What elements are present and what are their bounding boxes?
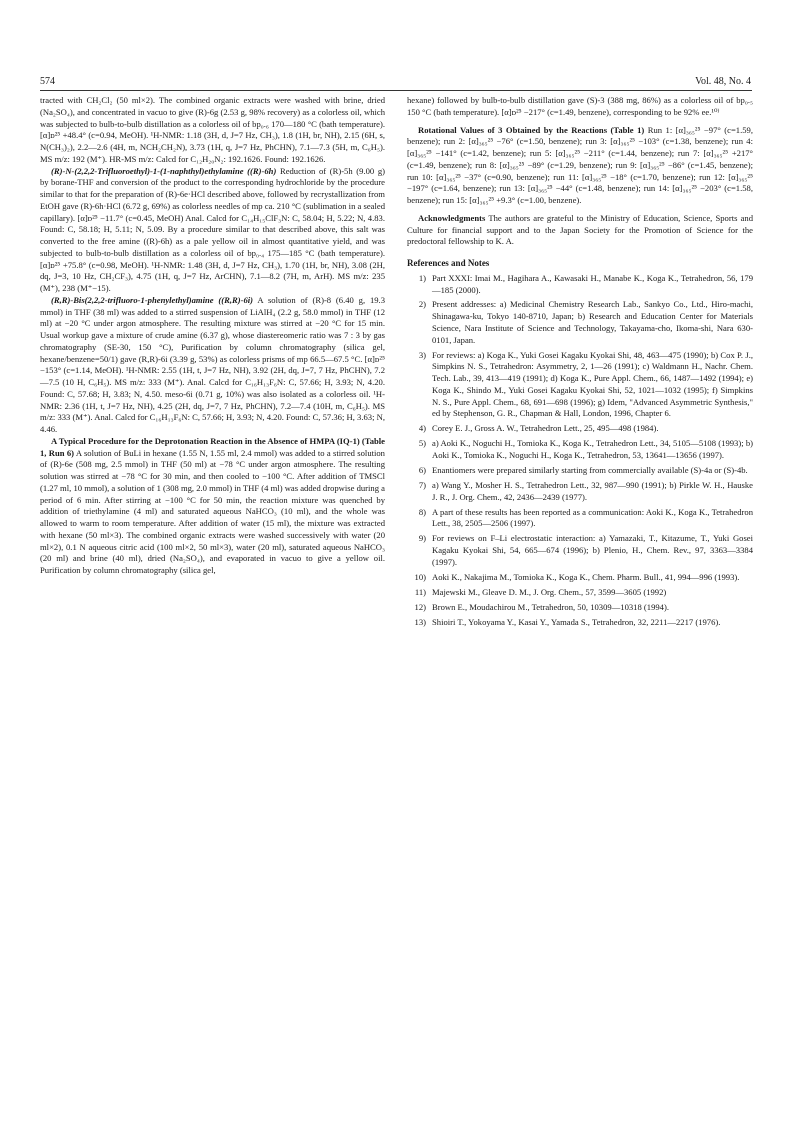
reference-item: 11) Majewski M., Gleave D. M., J. Org. Chem., 57, 3599—3605 (1992) bbox=[414, 586, 667, 597]
left-column bbox=[40, 95, 385, 577]
section-heading: A Typical Procedure for the Deprotonation Reaction in the Absence of HMPA (IQ-1) (Table 1, Run 6) bbox=[40, 435, 385, 458]
page-number: 574 bbox=[40, 76, 55, 87]
paragraph-typical-procedure: A Typical Procedure for the Deprotonation Reaction in the Absence of HMPA (IQ-1) (Table 1, Run 6) A solution of BuLi in hexane (1.55 N, 1.55 ml, 2.4 mmol) was added to a stirred solution of (R)-6e (508 mg, 2.5 mmol) in THF (50 ml) at −78 °C under argon atmosphere. The resulting solution was stirred at −78 °C for 30 min, and then cooled to −100 °C. After addition of TMSCl (1.27 ml, 10 mmol), a solution of 1 (308 mg, 2.0 mmol) in THF (4 ml) was added dropwise during a period of 6 min. After stirring at −100 °C for 50 min, the reaction mixture was quenched by addition of triethylamine (4 ml) and saturated aqueous NaHCO₃ (10 ml), and the whole was allowed to warm to room temperature. After addition of water (15 ml), the mixture was extracted with hexane (50 ml×3). The combined organic extracts were washed successively with water (20 ml×2), 0.1 N aqueous citric acid (100 ml×2, 50 ml×3), water (20 ml), saturated aqueous NaHCO₃ (20 ml) and brine (40 ml), dried (Na₂SO₄), and evaporated in vacuo to give a yellow oil. Purification by column chromatography (silica gel, bbox=[40, 435, 385, 575]
section-heading: (R)-N-(2,2,2-Trifluoroethyl)-1-(1-naphthyl)ethylamine ((R)-6h) bbox=[51, 165, 277, 176]
header-rule bbox=[40, 90, 752, 91]
reference-item: 4) Corey E. J., Gross A. W., Tetrahedron Lett., 25, 495—498 (1984). bbox=[418, 423, 659, 434]
reference-item: 5) a) Aoki K., Noguchi H., Tomioka K., Koga K., Tetrahedron Lett., 34, 5105—5108 (1993); b) Aoki K., Tomioka K., Noguchi H., Koga K., Tetrahedron, 53, 13641—13656 (1997). bbox=[418, 438, 753, 460]
reference-item: 2) Present addresses: a) Medicinal Chemistry Research Lab., Sankyo Co., Ltd., Hiro-machi, Shinagawa-ku, Tokyo 140-8710, Japan; b) Research and Education Center for Materials Science, Nara Institute of Science and Technology, Takayama-cho, Ikoma-shi, Nara 630-0101, Japan. bbox=[418, 299, 753, 345]
paragraph-rotational-values: Rotational Values of 3 Obtained by the Reactions (Table 1) Run 1: [α]₃₆₅²⁵ −97° (c=1.59, benzene); run 2: [α]₃₆₅²⁵ −76° (c=1.50, benzene); run 3: [α]₃₆₅²⁵ −103° (c=1.38, benzene); run 4: [α]₃₆₅²⁵ −141° (c=1.42, benzene); run 5: [α]₃₆₅²⁵ −211° (c=1.44, benzene); run 7: [α]₃₆₅²⁵ +217° (c=1.49, benzene); run 8: [α]₃₆₅²⁵ −89° (c=1.29, benzene); run 9: [α]₃₆₅²⁵ −86° (c=1.45, benzene); run 10: [α]₃₆₅²⁵ −37° (c=0.90, benzene); run 11: [α]₃₆₅²⁵ −18° (c=1.70, benzene); run 12: [α]₃₆₅²⁵ −197° (c=1.64, benzene); run 13: [α]₃₆₅²⁵ −44° (c=1.48, benzene); run 14: [α]₃₆₅²⁵ −203° (c=1.58, benzene); run 15: [α]₃₆₅²⁵ +9.3° (c=1.00, benzene). bbox=[407, 124, 753, 205]
reference-item: 8) A part of these results has been reported as a communication: Aoki K., Koga K., Tetrahedron Lett., 38, 2505—2506 (1997). bbox=[418, 506, 753, 529]
references-title: References and Notes bbox=[407, 258, 490, 268]
right-column bbox=[407, 95, 753, 631]
section-heading: (R,R)-Bis(2,2,2-trifluoro-1-phenylethyl)amine ((R,R)-6i) bbox=[51, 294, 254, 305]
reference-item: 10) Aoki K., Nakajima M., Tomioka K., Koga K., Chem. Pharm. Bull., 41, 994—996 (1993). bbox=[414, 571, 740, 582]
paragraph-compound-6i: (R,R)-Bis(2,2,2-trifluoro-1-phenylethyl)amine ((R,R)-6i) A solution of (R)-8 (6.40 g, 19.3 mmol) in THF (38 ml) was added to a stirred suspension of LiAlH₄ (2.2 g, 58.0 mmol) in THF (12 ml) at −20 °C under argon atmosphere. The resulting mixture was stirred at −20 °C for 15 min. Usual workup gave a mixture of crude amine (6.37 g), whose diastereomeric ratio was 7 : 3 by gas chromatography (SE-30, 150 °C), Purification by column chromatography (silica gel, hexane/benzene=50/1) gave (R,R)-6i (3.39 g, 53%) as colorless prisms of mp 66.5—67.5 °C. [α]ᴅ²⁵ −153° (c=1.14, MeOH). ¹H-NMR: 2.55 (1H, t, J=7 Hz, NH), 3.92 (2H, dq, J=7, 7 Hz, PhCHN), 7.2—7.5 (10 H, C₆H₅). MS m/z: 333 (M⁺). Anal. Calcd for C₁₆H₁₃F₆N: C, 57.66; H, 3.93; N, 4.20. Found: C, 57.68; H, 3.83; N, 4.50. meso-6i (0.71 g, 10%) was also isolated as a colorless oil. ¹H-NMR: 2.36 (1H, t, J=7 Hz, NH), 4.25 (2H, dq, J=7, 7 Hz, PhCHN), 7.2—7.4 (10H, m, C₆H₅). MS m/z: 333 (M⁺). Anal. Calcd for C₁₆H₁₃F₆N: C, 57.66; H, 3.93; N, 4.20. Found: C, 57.36; H, 3.63; N, 4.46. bbox=[40, 294, 385, 434]
reference-item: 9) For reviews on F–Li electrostatic interaction: a) Yamazaki, T., Kitazume, T., Yuki Gosei Kagaku Kyokai Shi, 54, 665—674 (1996); b) Plenio, H., Chem. Rev., 97, 3363—3384 (1997). bbox=[418, 533, 753, 567]
paragraph-continuation: tracted with CH₂Cl₂ (50 ml×2). The combined organic extracts were washed with brine, dried (Na₂SO₄), and concentrated in vacuo to give (R)-6g (2.53 g, 98% recovery) as a colorless oil, which was subjected to bulb-to-bulb distillation as a colorless oil of bp₀.₆ 170—180 °C (bath temperature). [α]ᴅ²⁵ +48.4° (c=0.94, MeOH). ¹H-NMR: 1.18 (3H, d, J=7 Hz, CH₃), 1.8 (1H, br, NH), 2.15 (6H, s, N(CH₃)₂), 2.2—2.6 (4H, m, NCH₂CH₂N), 3.73 (1H, q, J=7 Hz, PhCHN), 7.1—7.3 (5H, m, C₆H₅). MS m/z: 192 (M⁺). HR-MS m/z: Calcd for C₁₂H₂₀N₂: 192.1626. Found: 192.1626. bbox=[40, 95, 385, 164]
reference-item: 1) Part XXXI: Imai M., Hagihara A., Kawasaki H., Manabe K., Koga K., Tetrahedron, 56, 179—185 (2000). bbox=[418, 272, 753, 295]
paragraph-acknowledgments: Acknowledgments The authors are grateful to the Ministry of Education, Science, Sports and Culture for financial support and to the Japan Society for the Promotion of Science for the predoctoral fellowship to K. A. bbox=[407, 212, 753, 247]
reference-item: 7) a) Wang Y., Mosher H. S., Tetrahedron Lett., 32, 987—990 (1991); b) Pirkle W. H., Hauske J. R., J. Org. Chem., 42, 2436—2439 (1977). bbox=[418, 479, 753, 502]
section-heading: Rotational Values of 3 Obtained by the Reactions (Table 1) bbox=[418, 124, 645, 135]
reference-item: 13) Shioiri T., Yokoyama Y., Kasai Y., Yamada S., Tetrahedron, 32, 2211—2217 (1976). bbox=[414, 616, 721, 627]
paragraph-compound-6h: (R)-N-(2,2,2-Trifluoroethyl)-1-(1-naphthyl)ethylamine ((R)-6h) Reduction of (R)-5h (9.00 g) by borane-THF and conversion of the product to the corresponding hydrochloride by the procedure similar to that for the preparation of (R)-6e·HCl described above, followed by recrystallization from EtOH gave (R)-6h·HCl (6.72 g, 69%) as colorless needles of mp ca. 210 °C (sublimation in a sealed capillary). [α]ᴅ²⁵ −11.7° (c=0.45, MeOH) Anal. Calcd for C₁₄H₁₅ClF₃N: C, 58.04; H, 5.22; N, 4.83. Found: C, 58.18; H, 5.11; N, 5.09. By a procedure similar to that described above, this salt was converted to the free amine ((R)-6h) as a pale yellow oil in almost quantitative yield, and was subjected to bulb-to-bulb distillation as a colorless oil of bp₀.₄ 175—185 °C (bath temperature). [α]ᴅ²⁵ +75.8° (c=0.98, MeOH). ¹H-NMR: 1.48 (3H, d, J=7 Hz, CH₃), 1.70 (1H, br, NH), 3.08 (2H, dq, J=3, 10 Hz, CH₂CF₃), 4.75 (1H, q, J=7 Hz, ArCHN), 7.1—8.2 (7H, m, ArH). MS m/z: 235 (M⁺), 238 (M⁺−15). bbox=[40, 165, 386, 293]
volume-info: Vol. 48, No. 4 bbox=[695, 76, 751, 87]
reference-item: 12) Brown E., Moudachirou M., Tetrahedron, 50, 10309—10318 (1994). bbox=[414, 601, 669, 612]
reference-item: 3) For reviews: a) Koga K., Yuki Gosei Kagaku Kyokai Shi, 48, 463—475 (1990); b) Cox P. J., Simpkins N. S., Tetrahedron: Asymmetry, 2, 1—26 (1991); c) Waldmann H., Nachr. Chem. Tech. Lab., 39, 413—419 (1991); d) Koga K., Pure Appl. Chem., 66, 1487—1492 (1994); e) Koga K., Shindo M., Yuki Gosei Kagaku Kyokai Shi, 52, 1021—1032 (1995); f) Simpkins N. S., Pure Appl. Chem., 68, 691—698 (1996); g) Idem, "Advanced Asymmetric Synthesis," ed by Stephenson, G. R., Chapman & Hall, London, 1996, Chapter 6. bbox=[418, 349, 753, 419]
paragraph-continuation: hexane) followed by bulb-to-bulb distillation gave (S)-3 (388 mg, 86%) as a colorless oil of bp₀.₅ 150 °C (bath temperature). [α]ᴅ²⁵ −217° (c=1.49, benzene), corresponding to be 92% ee.¹⁰⁾ bbox=[407, 95, 753, 117]
references-list bbox=[407, 273, 753, 629]
reference-item: 6) Enantiomers were prepared similarly starting from commercially available (S)-4a or (S)-4b. bbox=[418, 464, 748, 475]
section-heading: Acknowledgments bbox=[418, 212, 486, 223]
